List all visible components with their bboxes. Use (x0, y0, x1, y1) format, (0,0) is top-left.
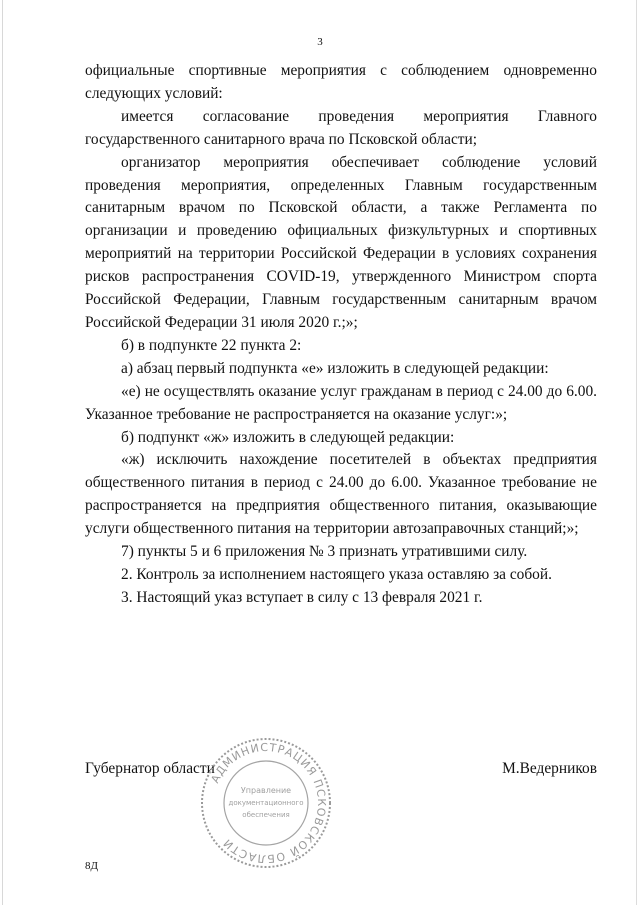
paragraph-subclause-22: б) в подпункте 22 пункта 2: (121, 336, 302, 354)
paragraph-continuation: официальные спортивные мероприятия с соблюдением одновременно следующих условий: (85, 62, 597, 102)
signature-block (85, 760, 597, 784)
paragraph-point-e-text: «е) не осуществлять оказание услуг гражданам в период с 24.00 до 6.00. Указанное требование не распространяется на оказание услуг:»; (85, 382, 597, 423)
paragraph-point-e-heading: а) абзац первый подпункта «е» изложить в следующей редакции: (121, 359, 549, 377)
paragraph-condition-organizer: организатор мероприятия обеспечивает соблюдение условий проведения мероприятия, определенных Главным государственным санитарным врачом по Псковской области, а также Регламента по организации и проведению официальных физкультурных и спортивных мероприятий на территории Российской Федерации в условиях сохранения рисков распространения COVID-19, утвержденного Министром спорта Российской Федерации, Главным государственным санитарным врачом Российской Федерации 31 июля 2020 г.;»; (85, 153, 597, 331)
paragraph-item-2: 2. Контроль за исполнением настоящего указа оставляю за собой. (121, 565, 552, 583)
stamp-ring-text: АДМИНИСТРАЦИЯ ПСКОВСКОЙ ОБЛАСТИ (208, 740, 329, 866)
stamp-inner-line-2: документационного (228, 799, 304, 807)
paragraph-item-3: 3. Настоящий указ вступает в силу с 13 февраля 2021 г. (121, 588, 483, 606)
paragraph-point-zh-heading: б) подпункт «ж» изложить в следующей редакции: (121, 428, 455, 446)
scan-edge-right (636, 0, 637, 905)
decree-body (85, 60, 597, 610)
official-stamp (196, 733, 336, 873)
stamp-inner-line-3: обеспечения (242, 811, 290, 819)
stamp-inner-line-1: Управление (240, 786, 292, 795)
page-number: 3 (317, 36, 323, 48)
scan-edge-left (2, 0, 3, 905)
document-code: 8Д (85, 860, 99, 872)
signatory-name: М.Ведерников (502, 760, 597, 777)
paragraph-condition-approval: имеется согласование проведения мероприятия Главного государственного санитарного врача по Псковской области; (85, 107, 597, 148)
signatory-title: Губернатор области (85, 760, 215, 777)
paragraph-point-zh-text: «ж) исключить нахождение посетителей в объектах предприятия общественного питания в период с 24.00 до 6.00. Указанное требование не распространяется на предприятия общественного питания, оказывающие услуги общественного питания на территории автозаправочных станций;»; (85, 451, 597, 538)
paragraph-item-7: 7) пункты 5 и 6 приложения № 3 признать утратившими силу. (121, 543, 528, 561)
